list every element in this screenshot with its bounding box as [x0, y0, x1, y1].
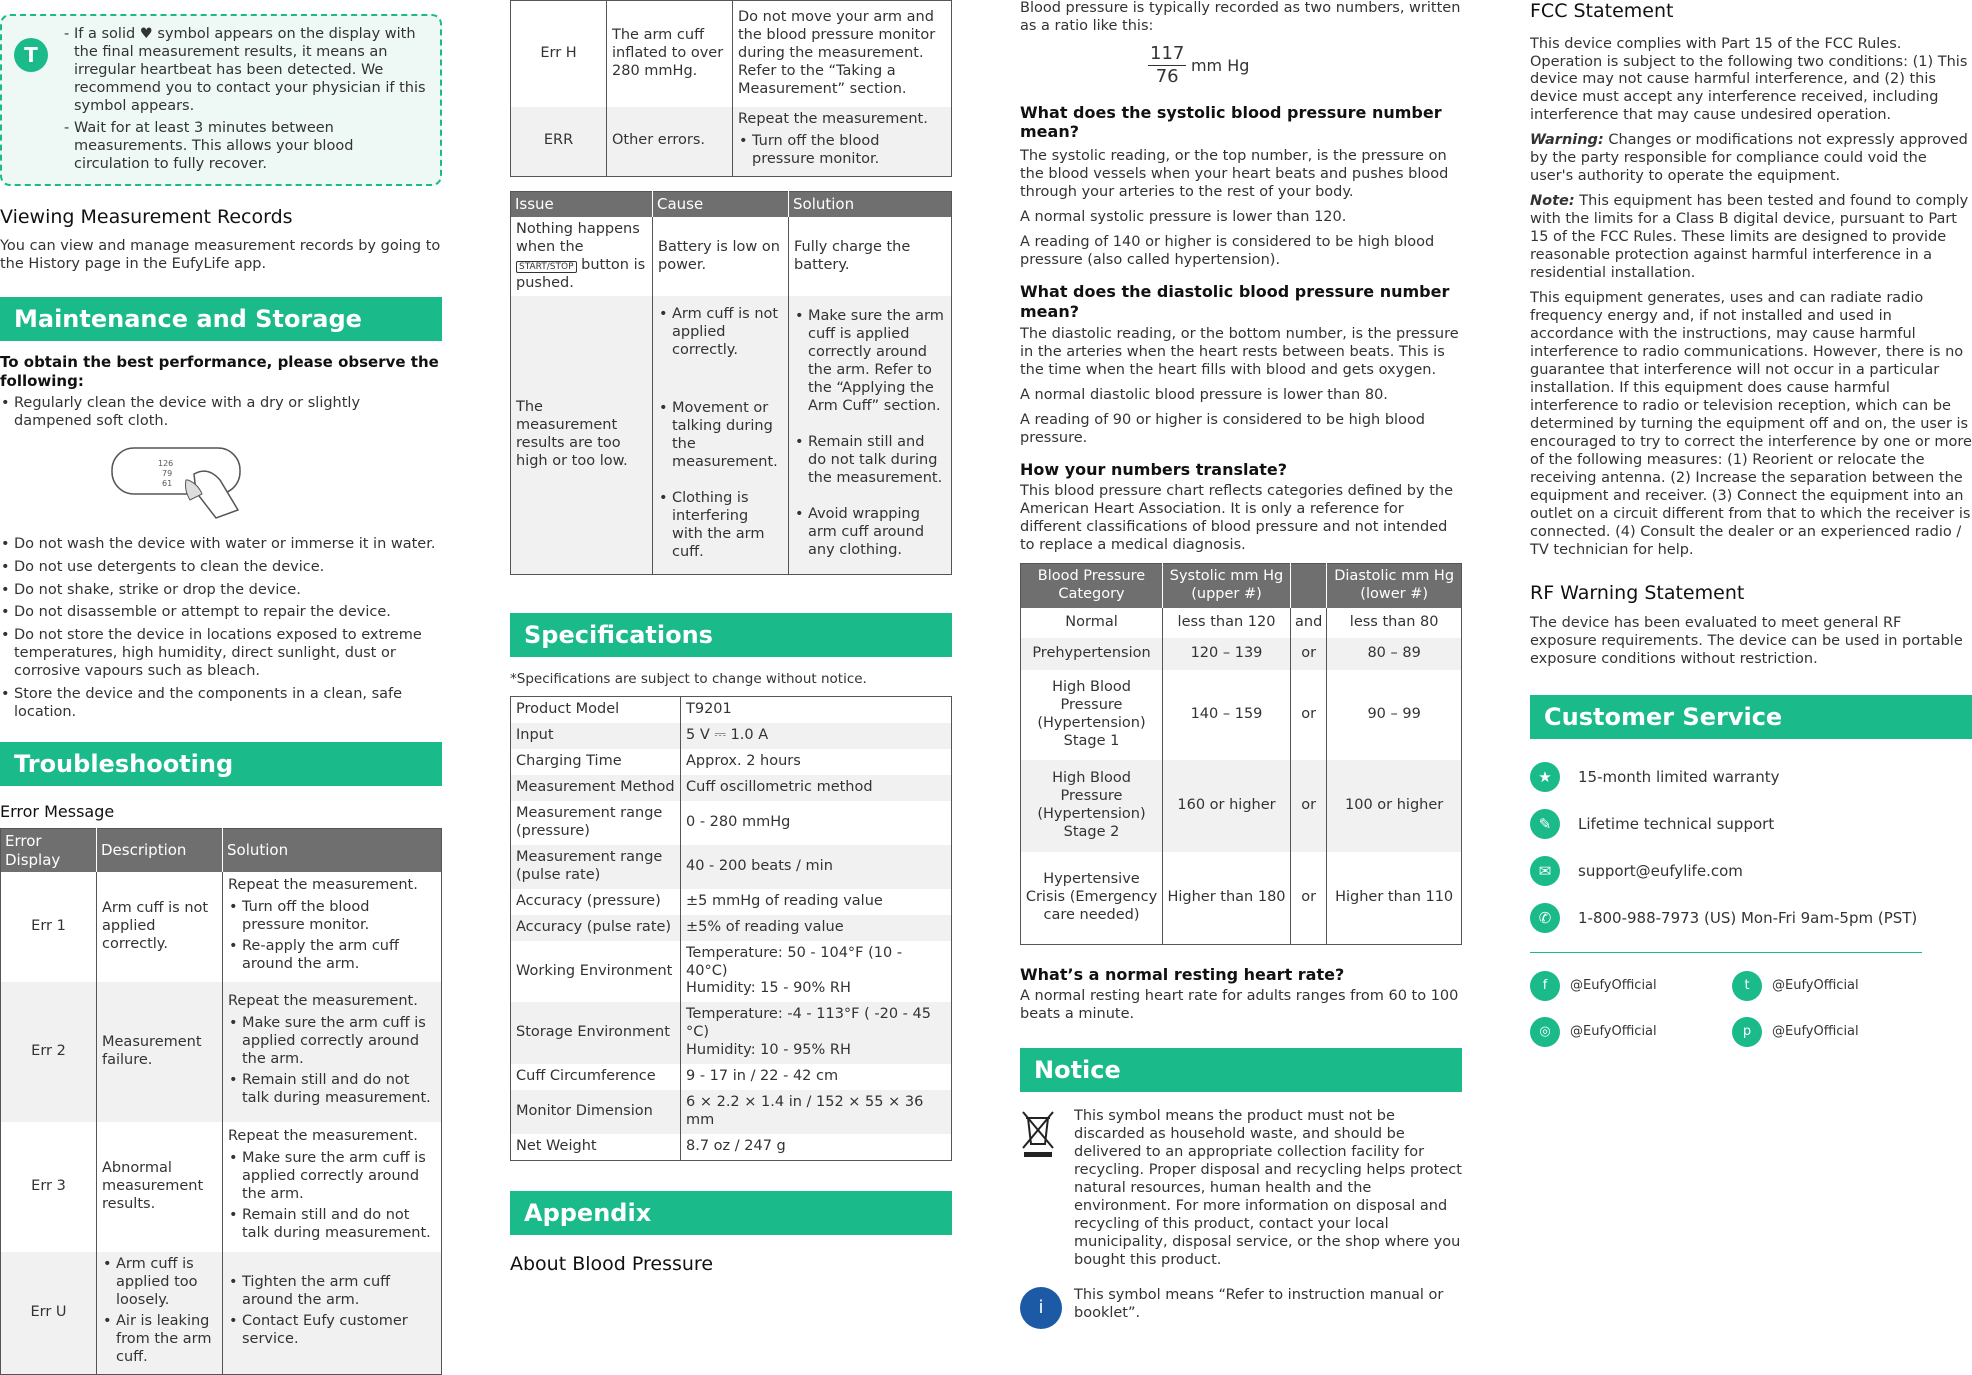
facebook-icon: f	[1530, 971, 1560, 1001]
appendix-heading: Appendix	[510, 1191, 952, 1235]
col-header	[1291, 564, 1327, 608]
table-row	[511, 696, 952, 722]
error-solution: Do not move your arm and the blood pressure monitor during the measurement. Refer to the “Taking a Measurement” section.	[733, 1, 952, 107]
spec-value: Temperature: -4 - 113°F ( -20 - 45 °C) Humidity: 10 - 95% RH	[681, 1002, 952, 1064]
error-desc: Abnormal measurement results.	[97, 1122, 223, 1252]
col-header: Systolic mm Hg (upper #)	[1163, 564, 1291, 608]
spec-value: ±5% of reading value	[681, 915, 952, 941]
table-row: Hypertensive Crisis (Emergency care needed) Higher than 180 or Higher than 110	[1021, 852, 1462, 944]
bp-category-table	[1020, 563, 1462, 944]
maintenance-item: • Store the device and the components in a clean, safe location.	[0, 686, 442, 722]
error-desc: • Arm cuff is applied too loosely. • Air is leaking from the arm cuff.	[97, 1252, 223, 1374]
error-code: Err U	[1, 1252, 97, 1374]
error-code: Err H	[540, 44, 577, 61]
table-row	[1, 1122, 442, 1252]
social-links	[1530, 963, 1972, 1055]
error-desc: The arm cuff inflated to over 280 mmHg.	[607, 1, 733, 107]
error-solution: Repeat the measurement. • Turn off the blood pressure monitor. • Re-apply the arm cuff around the arm.	[223, 872, 442, 982]
support-email-link[interactable]: support@eufylife.com	[1578, 861, 1743, 880]
cause-cell: Battery is low on power.	[653, 217, 789, 297]
fcc-title: FCC Statement	[1530, 0, 1674, 22]
column-4: FCC Statement This device complies with Part 15 of the FCC Rules. Operation is subject to the following two conditions: (1) This device may not cause harmful interference, and (2) this device must accept any interference received, including interference that may cause undesired operation. Warning: Changes or modifications not expressly approved by the party responsible for compliance could void the user's authority to operate the equipment. Note: This equipment has been tested and found to comply with the limits for a Class B digital device, pursuant to Part 15 of the FCC Rules. These limits are designed to provide reasonable protection against harmful interference in a residential installation. This equipment generates, uses and can radiate radio frequency energy and, if not installed and used in accordance with the instructions, may cause harmful interference to radio communications. However, there is no guarantee that interference will not occur in a particular installation. If this equipment does cause harmful interference to radio or television reception, which can be determined by turning the equipment off and on, the user is encouraged to try to correct the interference by one or more of the following measures: (1) Reorient or relocate the receiving antenna. (2) Increase the separation between the equipment and receiver. (3) Connect the equipment into an outlet on a circuit different from that to which the receiver is connected. (4) Consult the dealer or an experienced radio / TV technician for help. RF Warning Statement The device has been evaluated to meet general RF exposure requirements. The device can be used in portable exposure conditions without restriction. Customer Service ★ 15-month limited warranty ✎ Lifetime technical support ✉ support@eufylife.com ✆ 1-800-988-7973 (US) Mon-Fri 9am-5pm (PST) f @EufyOfficial t @EufyOfficial ◎ @EufyOfficial p @EufyOfficial	[1530, 0, 1972, 1055]
cleaning-illustration	[110, 444, 262, 520]
heart-rate-question: What’s a normal resting heart rate?	[1020, 964, 1345, 984]
weee-bin-icon	[1020, 1108, 1056, 1158]
service-item: ★ 15-month limited warranty	[1530, 755, 1972, 799]
table-row	[511, 1134, 952, 1160]
spec-value: Cuff oscillometric method	[681, 775, 952, 801]
maintenance-item: • Do not use detergents to clean the device.	[0, 559, 442, 577]
service-item: ✎ Lifetime technical support	[1530, 802, 1972, 846]
diastolic-question: What does the diastolic blood pressure number mean?	[1020, 282, 1450, 321]
spec-value: 6 × 2.2 × 1.4 in / 152 × 55 × 36 mm	[681, 1090, 952, 1134]
twitter-icon: t	[1732, 971, 1762, 1001]
device-reading: 61	[162, 478, 173, 488]
col-header: Cause	[653, 192, 789, 217]
table-row	[1, 872, 442, 982]
device-reading: 126	[158, 458, 174, 468]
error-desc: Arm cuff is not applied correctly.	[97, 872, 223, 982]
spec-key: Input	[511, 723, 681, 749]
col-header: Blood Pressure Category	[1021, 564, 1163, 608]
solution-cell: Fully charge the battery.	[789, 217, 952, 297]
notice-heading: Notice	[1020, 1048, 1462, 1092]
specifications-heading: Specifications	[510, 613, 952, 657]
error-solution: Repeat the measurement. • Make sure the arm cuff is applied correctly around the arm. • Remain still and do not talk during measurement.	[223, 1122, 442, 1252]
specs-table	[510, 696, 952, 1162]
maintenance-item: • Do not disassemble or attempt to repair the device.	[0, 604, 442, 622]
bp-ratio: $\frac{117}{76}$ mm Hg	[1150, 42, 1250, 88]
spec-value: Approx. 2 hours	[681, 749, 952, 775]
solution-cell: • Make sure the arm cuff is applied correctly around the arm. Refer to the “Applying the Arm Cuff” section. • Remain still and do not talk during the measurement. • Avoid wrapping arm cuff around any clothing.	[789, 296, 952, 574]
systolic-question: What does the systolic blood pressure number mean?	[1020, 102, 1442, 142]
table-row	[511, 1064, 952, 1090]
table-row	[511, 107, 952, 177]
col-header: Diastolic mm Hg (lower #)	[1327, 564, 1462, 608]
award-icon: ★	[1530, 762, 1560, 792]
notice-manual: i This symbol means “Refer to instruction manual or booklet”.	[1020, 1287, 1462, 1330]
tip-item: - Wait for at least 3 minutes between measurements. This allows your blood circulation to fully recover.	[64, 119, 354, 172]
viewing-body: You can view and manage measurement records by going to the History page in the EufyLife app.	[0, 237, 441, 272]
maintenance-item: • Do not wash the device with water or immerse it in water.	[0, 536, 442, 554]
column-3: Blood pressure is typically recorded as two numbers, written as a ratio like this: $\frac{117}{76}$ mm Hg What does the systolic blood pressure number mean? The systolic reading, or the top number, is the pressure on the blood vessels when your heart beats and pushes blood through your arteries to the rest of your body. A normal systolic pressure is lower than 120. A reading of 140 or higher is considered to be high blood pressure (also called hypertension). What does the diastolic blood pressure number mean? The diastolic reading, or the bottom number, is the pressure in the arteries when the heart rests between beats. This is the time when the heart fills with blood and gets oxygen. A normal diastolic blood pressure is lower than 80. A reading of 90 or higher is considered to be high blood pressure. How your numbers translate? This blood pressure chart reflects categories defined by the American Heart Association. It is only a reference for different classifications of blood pressure and not intended to replace a medical diagnosis. Blood Pressure Category Systolic mm Hg (upper #) Diastolic mm Hg (lower #) Normal less than 120 and less than 80 Prehypertension 120 – 139 or 80 – 89 High Blood Pressure (Hypertension) Stage 1 140 – 159 or 90 – 99 High Blood Pressure (Hypertension) Stage 2 160 or higher or 100 or higher Hypertensive Crisis (Emergency care needed) Higher than 180 or Higher than 110 What’s a normal resting heart rate? A normal resting heart rate for adults ranges from 60 to 100 beats a minute. Notice This symbol means the product must not be discarded as household waste, and should be delivered to an appropriate collection facility for recycling. Proper disposal and recycling helps protect natural resources, human health and the environment. For more information on disposal and recycling of this product, contact your local municipality, disposal service, or the shop where you bought this product. i This symbol means “Refer to instruction manual or booklet”.	[1020, 0, 1462, 1340]
manual-icon: i	[1020, 1287, 1062, 1329]
error-code: Err 1	[31, 918, 66, 935]
issue-cell: Nothing happens when the START/STOP button is pushed.	[516, 220, 646, 291]
spec-value: 0 - 280 mmHg	[681, 801, 952, 845]
social-facebook[interactable]: f @EufyOfficial	[1530, 963, 1732, 1009]
table-row	[1, 982, 442, 1122]
table-row	[511, 915, 952, 941]
col-header: Error Display	[1, 829, 97, 873]
error-table-continued	[510, 0, 952, 177]
table-row: High Blood Pressure (Hypertension) Stage 2 160 or higher or 100 or higher	[1021, 760, 1462, 852]
error-desc: Other errors.	[607, 107, 733, 177]
col-header: Description	[97, 829, 223, 873]
table-row	[511, 723, 952, 749]
spec-key: Storage Environment	[511, 1002, 681, 1064]
table-row	[511, 941, 952, 1003]
mail-icon: ✉	[1530, 856, 1560, 886]
spec-key: Accuracy (pulse rate)	[511, 915, 681, 941]
spec-key: Measurement range (pulse rate)	[511, 845, 681, 889]
spec-key: Charging Time	[516, 752, 622, 769]
viewing-title: Viewing Measurement Records	[0, 206, 293, 228]
social-instagram[interactable]: ◎ @EufyOfficial	[1530, 1009, 1732, 1055]
table-row	[511, 296, 952, 574]
instagram-icon: ◎	[1530, 1017, 1560, 1047]
spec-value: Temperature: 50 - 104°F (10 - 40°C) Humidity: 15 - 90% RH	[681, 941, 952, 1003]
pinterest-icon: p	[1732, 1017, 1762, 1047]
specs-note: *Specifications are subject to change without notice.	[510, 670, 867, 687]
tip-box	[0, 14, 442, 186]
error-message-title: Error Message	[0, 802, 115, 822]
phone-icon: ✆	[1530, 903, 1560, 933]
table-row	[1, 1252, 442, 1374]
service-item[interactable]	[1530, 849, 1972, 893]
table-row	[511, 1090, 952, 1134]
table-row	[511, 801, 952, 845]
spec-key: Cuff Circumference	[516, 1068, 656, 1085]
table-row: High Blood Pressure (Hypertension) Stage 1 140 – 159 or 90 – 99	[1021, 670, 1462, 760]
maintenance-item: • Do not shake, strike or drop the device.	[0, 582, 442, 600]
spec-key: Accuracy (pressure)	[516, 892, 661, 909]
notice-weee: This symbol means the product must not be discarded as household waste, and should be delivered to an appropriate collection facility for recycling. Proper disposal and recycling helps protect natural resources, human health and the environment. For more information on disposal and recycling of this product, contact your local municipality, disposal service, or the shop where you bought this product.	[1020, 1108, 1462, 1277]
service-item[interactable]	[1530, 896, 1972, 940]
about-bp-title: About Blood Pressure	[510, 1253, 714, 1276]
error-desc: Measurement failure.	[97, 982, 223, 1122]
column-1	[0, 0, 442, 1375]
spec-key: Working Environment	[516, 962, 673, 979]
social-twitter[interactable]: t @EufyOfficial	[1732, 963, 1934, 1009]
spec-value: 40 - 200 beats / min	[681, 845, 952, 889]
spec-value: 9 - 17 in / 22 - 42 cm	[681, 1064, 952, 1090]
maintenance-heading: Maintenance and Storage	[0, 297, 442, 341]
error-code: Err 2	[1, 982, 97, 1122]
maintenance-intro: To obtain the best performance, please observe the following:	[0, 353, 439, 391]
table-row	[511, 775, 952, 801]
spec-key: Measurement Method	[511, 775, 681, 801]
spec-key: Monitor Dimension	[511, 1090, 681, 1134]
lightbulb-icon: T	[14, 38, 48, 72]
device-reading: 79	[162, 468, 173, 478]
maintenance-item: • Do not store the device in locations exposed to extreme temperatures, high humidity, direct sunlight, dust or corrosive vapours such as bleach.	[0, 627, 442, 681]
wrench-icon: ✎	[1530, 809, 1560, 839]
bp-intro: Blood pressure is typically recorded as two numbers, written as a ratio like this:	[1020, 0, 1461, 34]
error-solution: Repeat the measurement. • Turn off the blood pressure monitor.	[733, 107, 952, 177]
table-row	[511, 1, 952, 107]
spec-key: Measurement range (pressure)	[516, 804, 663, 839]
table-row	[511, 749, 952, 775]
col-header: Solution	[789, 192, 952, 217]
error-solution: • Tighten the arm cuff around the arm. • Contact Eufy customer service.	[223, 1252, 442, 1374]
cause-cell: • Arm cuff is not applied correctly. • Movement or talking during the measurement. • Clothing is interfering with the arm cuff.	[653, 296, 789, 574]
error-table	[0, 828, 442, 1375]
table-row: Normal less than 120 and less than 80	[1021, 608, 1462, 638]
issue-table	[510, 191, 952, 575]
tip-item: - If a solid ♥ symbol appears on the display with the final measurement results, it means an irregular heartbeat has been detected. We recommend you to contact your physician if this symbol appears.	[64, 26, 426, 114]
social-pinterest[interactable]: p @EufyOfficial	[1732, 1009, 1934, 1055]
table-row	[511, 1002, 952, 1064]
customer-service-heading: Customer Service	[1530, 695, 1972, 739]
spec-value: T9201	[681, 696, 952, 722]
error-code: ERR	[511, 107, 607, 177]
column-2	[510, 0, 952, 1277]
spec-value: 5 V ⎓ 1.0 A	[681, 723, 952, 749]
maintenance-item: • Regularly clean the device with a dry or slightly dampened soft cloth.	[0, 395, 442, 431]
col-header: Issue	[511, 192, 653, 217]
table-row: Prehypertension 120 – 139 or 80 – 89	[1021, 638, 1462, 670]
col-header: Solution	[223, 829, 442, 873]
table-row	[511, 217, 952, 297]
table-row	[511, 845, 952, 889]
support-phone[interactable]: 1-800-988-7973 (US) Mon-Fri 9am-5pm (PST)	[1578, 908, 1918, 927]
numbers-question: How your numbers translate?	[1020, 459, 1288, 479]
spec-key: Product Model	[516, 700, 620, 717]
spec-value: 8.7 oz / 247 g	[681, 1134, 952, 1160]
table-row	[511, 889, 952, 915]
start-stop-button-label: START/STOP	[516, 261, 577, 273]
error-solution: Repeat the measurement. • Make sure the arm cuff is applied correctly around the arm. • Remain still and do not talk during measurement.	[223, 982, 442, 1122]
spec-value: ±5 mmHg of reading value	[681, 889, 952, 915]
rf-title: RF Warning Statement	[1530, 581, 1745, 604]
divider	[1530, 952, 1922, 953]
error-code: Err 3	[31, 1178, 66, 1195]
troubleshooting-heading: Troubleshooting	[0, 742, 442, 786]
issue-cell: The measurement results are too high or too low.	[511, 296, 653, 574]
spec-key: Net Weight	[516, 1138, 597, 1155]
